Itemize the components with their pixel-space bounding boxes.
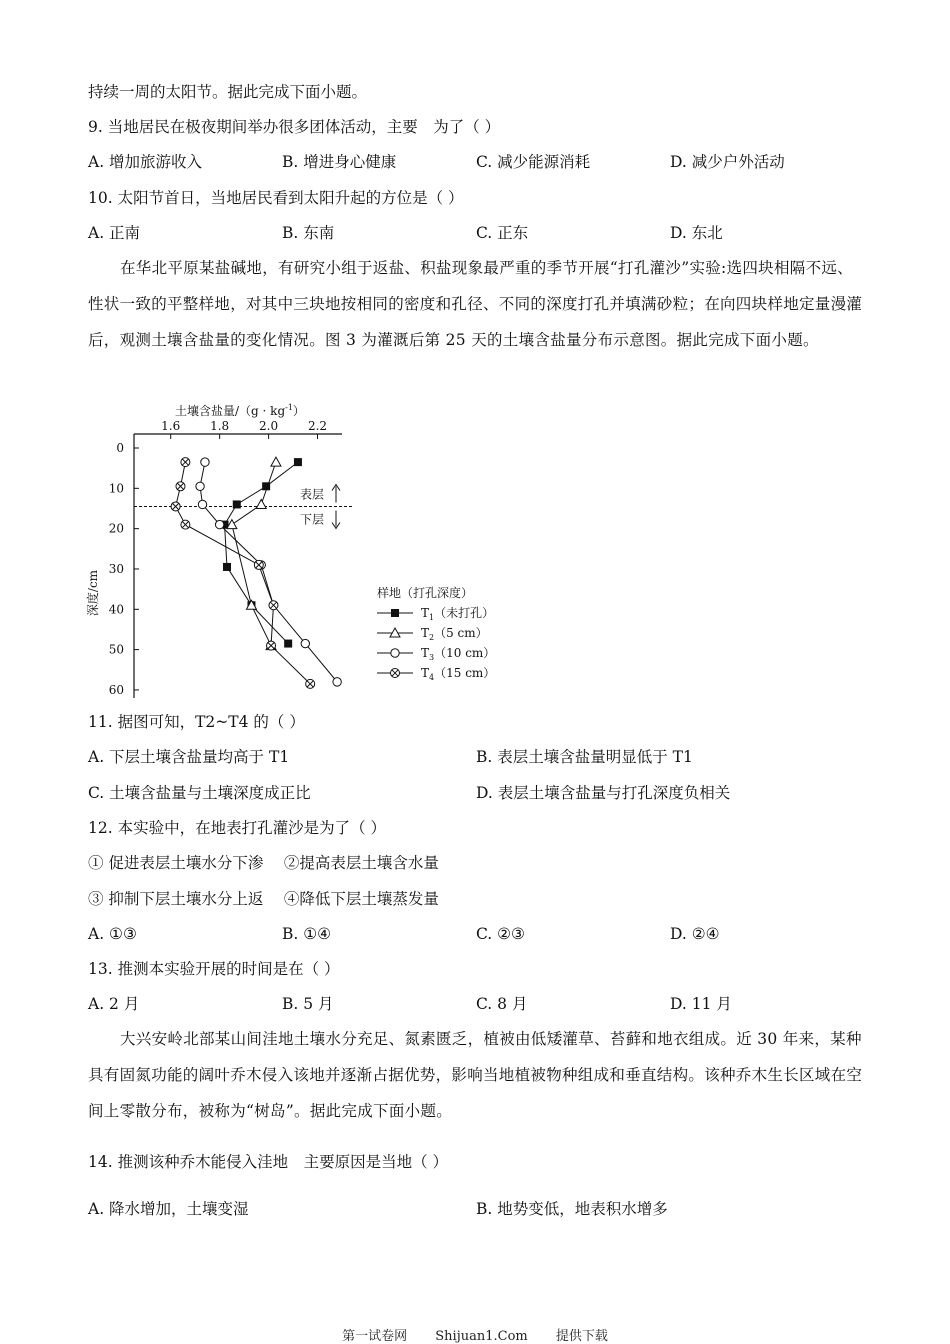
series-t4-point <box>254 560 263 569</box>
series-t4-point <box>269 601 278 610</box>
y-axis-title: 深度/cm <box>86 569 100 617</box>
passage-saline-experiment: 在华北平原某盐碱地，有研究小组于返盐、积盐现象最严重的季节开展“打孔灌沙”实验:选四块相隔不远、性状一致的平整样地，对其中三块地按相同的密度和孔径、不同的深度打孔并填满砂粒；在向四块样地定量漫灌后，观测土壤含盐量的变化情况。图 3 为灌溉后第 25 天的土壤含盐量分布示意图。据此完成下面小题。 <box>88 259 863 349</box>
q10-option-d: D. 东北 <box>670 224 723 242</box>
q10-option-a: A. 正南 <box>88 224 141 242</box>
y-tick-label: 20 <box>108 521 124 536</box>
x-tick-label: 2.0 <box>259 419 279 433</box>
boundary-line-group <box>134 484 352 528</box>
legend-label-t1: $T_1$（未打孔） <box>421 606 495 622</box>
passage-tree-island: 大兴安岭北部某山间洼地土壤水分充足、氮素匮乏，植被由低矮灌草、苔藓和地衣组成。近 30 年来，某种具有固氮功能的阔叶乔木侵入该地并逐渐占据优势，影响当地植被物种组成和垂直结构。该种乔木生长区域在空间上零散分布，被称为“树岛”。据此完成下面小题。 <box>88 1030 863 1120</box>
y-tick-label: 40 <box>108 602 124 617</box>
x-tick-label: 1.8 <box>210 419 230 433</box>
q11-option-d: D. 表层土壤含盐量与打孔深度负相关 <box>476 784 731 802</box>
page-footer <box>0 1325 950 1344</box>
series-t1-point <box>294 458 302 466</box>
series-t3-point <box>196 482 204 490</box>
lower-layer-label: 下层 <box>300 512 325 527</box>
q12-stem: 12. 本实验中，在地表打孔灌沙是为了（ ） <box>88 819 387 837</box>
q9-stem: 9. 当地居民在极夜期间举办很多团体活动，主要 为了（ ） <box>88 118 501 136</box>
chart-axes <box>134 434 342 698</box>
q9-option-b: B. 增进身心健康 <box>282 153 397 171</box>
q9-option-d: D. 减少户外活动 <box>670 153 785 171</box>
q10-option-c: C. 正东 <box>476 224 529 242</box>
q12-statements-2: ③ 抑制下层土壤水分上返 ④降低下层土壤蒸发量 <box>88 890 439 908</box>
y-tick-label: 10 <box>108 481 124 496</box>
series-t1-line <box>225 462 298 643</box>
q14-stem: 14. 推测该种乔木能侵入洼地 主要原因是当地（ ） <box>88 1153 449 1171</box>
q13-option-d: D. 11 月 <box>670 995 732 1013</box>
q12-option-c: C. ②③ <box>476 925 525 943</box>
upper-layer-label: 表层 <box>300 487 325 502</box>
series-t2-point <box>256 499 266 508</box>
intro-tail: 持续一周的太阳节。据此完成下面小题。 <box>88 83 368 101</box>
soil-salinity-chart <box>80 398 520 703</box>
q11-option-b: B. 表层土壤含盐量明显低于 T1 <box>476 748 693 766</box>
legend-item-t2 <box>377 626 488 642</box>
series-t3-point <box>301 639 309 647</box>
q11-option-c: C. 土壤含盐量与土壤深度成正比 <box>88 784 311 802</box>
series-t3-point <box>198 500 206 508</box>
series-t4-line <box>176 462 311 684</box>
y-tick-label: 50 <box>108 642 124 657</box>
legend-item-t3 <box>377 646 495 662</box>
q9-option-c: C. 减少能源消耗 <box>476 153 591 171</box>
series-t4 <box>171 458 315 689</box>
q13-option-a: A. 2 月 <box>88 995 140 1013</box>
legend-label-t3: $T_3(10$ cm） <box>421 646 496 662</box>
legend-marker-t4 <box>391 669 400 678</box>
footer-download-note: 提供下载 <box>555 1329 608 1344</box>
series-t1 <box>221 458 302 647</box>
q12-statements-1: ① 促进表层土壤水分下渗 ②提高表层土壤含水量 <box>88 854 439 872</box>
footer-site-name: 第一试卷网 <box>342 1329 408 1344</box>
legend-marker-t1 <box>391 609 399 617</box>
q12-option-d: D. ②④ <box>670 925 720 943</box>
q10-stem: 10. 太阳节首日，当地居民看到太阳升起的方位是（ ） <box>88 189 464 207</box>
q11-option-a: A. 下层土壤含盐量均高于 T1 <box>88 748 290 766</box>
series-t1-point <box>223 563 231 571</box>
legend-title: 样地（打孔深度） <box>377 586 474 600</box>
legend-marker-t3 <box>391 649 399 657</box>
legend-label-t4: $T_4(15$ cm） <box>421 666 496 682</box>
y-tick-label: 30 <box>108 561 124 576</box>
series-t4-point <box>181 458 190 467</box>
q14-option-a: A. 降水增加，土壤变湿 <box>88 1200 249 1218</box>
series-t1-point <box>233 500 241 508</box>
x-tick-label: 2.2 <box>307 419 328 433</box>
series-t3-point <box>333 678 341 686</box>
q13-option-c: C. 8 月 <box>476 995 528 1013</box>
q14-option-b: B. 地势变低，地表积水增多 <box>476 1200 668 1218</box>
q9-option-a: A. 增加旅游收入 <box>88 153 203 171</box>
series-t4-point <box>176 482 185 491</box>
legend-item-t1 <box>377 605 494 622</box>
q12-option-a: A. ①③ <box>88 925 137 943</box>
series-t3-point <box>215 520 223 528</box>
y-tick-label: 0 <box>116 441 124 455</box>
footer-site-url: Shijuan1.Com <box>435 1329 528 1344</box>
q13-stem: 13. 推测本实验开展的时间是在（ ） <box>88 960 340 978</box>
legend-label-t2: $T_2(5$ cm） <box>421 626 488 642</box>
legend-item-t4 <box>377 666 495 682</box>
q11-stem: 11. 据图可知，T2~T4 的（ ） <box>88 713 305 731</box>
x-tick-label: 1.6 <box>161 419 181 433</box>
q13-option-b: B. 5 月 <box>282 995 334 1013</box>
series-t4-point <box>181 520 190 529</box>
series-t1-point <box>284 640 292 648</box>
q12-option-b: B. ①④ <box>282 925 332 943</box>
series-t4-point <box>306 679 315 688</box>
series-t3-point <box>201 458 209 466</box>
y-tick-label: 60 <box>108 682 124 697</box>
series-t2-point <box>271 457 281 466</box>
series-t4-point <box>171 502 180 511</box>
x-axis-title: 土壤含盐量$/(g \cdot kg^{-1})$ <box>175 403 305 418</box>
series-t4-point <box>267 641 276 650</box>
q10-option-b: B. 东南 <box>282 224 335 242</box>
chart-legend <box>377 585 495 682</box>
